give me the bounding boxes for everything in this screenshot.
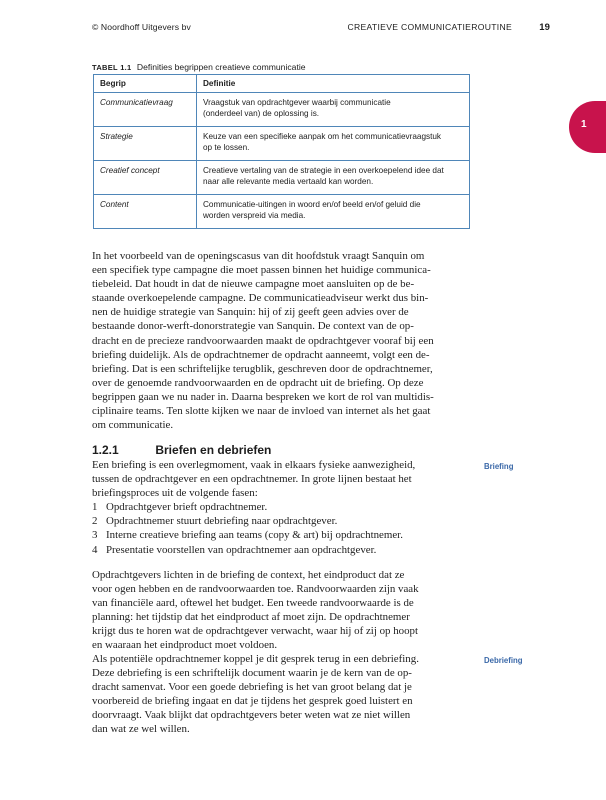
- page-number: 19: [539, 22, 550, 33]
- text-line: Als potentiële opdrachtnemer koppel je dit gesprek terug in een debriefing.: [92, 653, 419, 665]
- margin-term-debriefing: Debriefing: [484, 656, 523, 665]
- definition-line: worden verspreid via media.: [203, 211, 306, 221]
- text-line: en waaraan het eindproduct moet voldoen.: [92, 639, 278, 652]
- section-number: 1.2.1: [92, 443, 119, 457]
- context-paragraph: [92, 568, 472, 653]
- list-number: 3: [92, 529, 98, 542]
- list-item-text: Presentatie voorstellen van opdrachtnemer aan opdrachtgever.: [106, 543, 377, 556]
- running-head: [92, 22, 550, 36]
- text-line: van financiële aard, oftewel het budget. Een tweede randvoorwaarde is de: [92, 597, 414, 610]
- chapter-tab: [569, 101, 606, 153]
- text-line: tussen de opdrachtgever en een opdrachtnemer. In grote lijnen bestaat het: [92, 473, 412, 486]
- table-cell-term: Communicatievraag: [94, 93, 197, 127]
- table-header-definition: Definitie: [197, 75, 470, 93]
- table-header-row: [94, 75, 470, 93]
- text-line: briefing duidelijk. Als de opdrachtnemer de opdracht aanneemt, volgt een de-: [92, 348, 430, 361]
- text-line: een specifiek type campagne die moet passen binnen het huidige communica-: [92, 264, 431, 277]
- table-header-term: Begrip: [94, 75, 197, 93]
- definition-line: op te lossen.: [203, 143, 250, 153]
- table-row: [94, 127, 470, 161]
- table-cell-definition: [197, 93, 470, 127]
- table-cell-term: Strategie: [94, 127, 197, 161]
- text-line: briefingsproces uit de volgende fasen:: [92, 487, 258, 500]
- intro-paragraph: [92, 249, 472, 432]
- text-line: bestaande donor-werft-donorstrategie van Sanquin. De context van de op-: [92, 320, 414, 333]
- table-row: [94, 161, 470, 195]
- running-section-title: CREATIEVE COMMUNICATIEROUTINE: [347, 22, 512, 32]
- definitions-table: [93, 74, 470, 229]
- table-cell-term: Creatief concept: [94, 161, 197, 195]
- section-paragraph: [92, 458, 472, 557]
- debriefing-paragraph: [92, 652, 472, 737]
- list-item-text: Opdrachtgever brieft opdrachtnemer.: [106, 501, 268, 514]
- text-line: Opdrachtgevers lichten in de briefing de context, het eindproduct dat ze: [92, 569, 405, 581]
- text-line: tiebeleid. Dat houdt in dat de nieuwe campagne moet aansluiten op de be-: [92, 278, 415, 291]
- definition-line: Communicatie-uitingen in woord en/of beeld en/of geluid die: [203, 200, 421, 210]
- table-cell-definition: [197, 195, 470, 229]
- text-line: voorbereid de briefing ingaat en dat je tijdens het gesprek goed luistert en: [92, 695, 413, 708]
- text-line: begrippen gaan we nu nader in. Daarna bespreken we kort de rol van multidis-: [92, 390, 434, 403]
- text-line: over de genoemde randvoorwaarden en de opdracht uit de briefing. Op deze: [92, 376, 424, 389]
- text-line: krijgt dus te horen wat de opdrachtgever verwacht, waar hij of zij op hoopt: [92, 625, 419, 638]
- list-item: [92, 514, 472, 528]
- text-line: dracht samenvat. Voor een goede debriefing is het van groot belang dat je: [92, 681, 412, 694]
- publisher-text: © Noordhoff Uitgevers bv: [92, 22, 191, 32]
- text-line: dracht en de precieze randvoorwaarden maakt de opdrachtgever vooraf bij een: [92, 334, 434, 347]
- text-line: Deze debriefing is een schriftelijk document waarin je de kern van de op-: [92, 667, 412, 680]
- text-line: om communicatie.: [92, 419, 174, 432]
- margin-term-briefing: Briefing: [484, 462, 514, 471]
- text-line: Een briefing is een overlegmoment, vaak in elkaars fysieke aanwezigheid,: [92, 459, 416, 471]
- list-item: [92, 528, 472, 542]
- text-line: dan wat ze wel willen.: [92, 723, 190, 736]
- chapter-number: 1: [581, 119, 587, 130]
- definition-line: Vraagstuk van opdrachtgever waarbij communicatie: [203, 98, 391, 108]
- table-row: [94, 195, 470, 229]
- text-line: doorvraagt. Vaak blijkt dat opdrachtgevers beter weten wat ze niet willen: [92, 709, 411, 722]
- table-cell-definition: [197, 161, 470, 195]
- table-caption-text: Definities begrippen creatieve communicatie: [136, 62, 306, 72]
- table-label: TABEL 1.1: [92, 63, 132, 72]
- text-line: staande overkoepelende campagne. De communicatieadviseur werkt dus bin-: [92, 292, 429, 305]
- definition-line: naar alle relevante media vertaald kan worden.: [203, 177, 374, 187]
- definition-line: (onderdeel van) de oplossing is.: [203, 109, 320, 119]
- list-number: 2: [92, 515, 98, 528]
- table-row: [94, 93, 470, 127]
- table-cell-definition: [197, 127, 470, 161]
- text-line: ciplinaire teams. Ten slotte kijken we naar de invloed van internet als het gaat: [92, 405, 431, 418]
- definition-line: Keuze van een specifieke aanpak om het communicatievraagstuk: [203, 132, 442, 142]
- list-number: 1: [92, 501, 98, 514]
- list-number: 4: [92, 543, 98, 556]
- definition-line: Creatieve vertaling van de strategie in een overkoepelend idee dat: [203, 166, 444, 176]
- table-caption: [92, 62, 306, 72]
- text-line: nen de huidige strategie van Sanquin: hij of zij geeft geen advies over de: [92, 306, 409, 319]
- text-line: briefing. Dat is een schriftelijke terugblik, geschreven door de opdrachtnemer,: [92, 362, 433, 375]
- list-item: [92, 543, 472, 557]
- text-line: In het voorbeeld van de openingscasus van dit hoofdstuk vraagt Sanquin om: [92, 250, 425, 262]
- list-item-text: Interne creatieve briefing aan teams (copy & art) bij opdrachtnemer.: [106, 529, 403, 542]
- list-item-text: Opdrachtnemer stuurt debriefing naar opdrachtgever.: [106, 515, 338, 528]
- section-heading: [92, 443, 271, 457]
- section-title: Briefen en debriefen: [155, 443, 272, 457]
- table-cell-term: Content: [94, 195, 197, 229]
- text-line: voor ogen hebben en de randvoorwaarden toe. Randvoorwaarden zijn vaak: [92, 583, 419, 596]
- list-item: [92, 500, 472, 514]
- text-line: planning: het tijdstip dat het eindproduct af moet zijn. De opdrachtnemer: [92, 611, 410, 624]
